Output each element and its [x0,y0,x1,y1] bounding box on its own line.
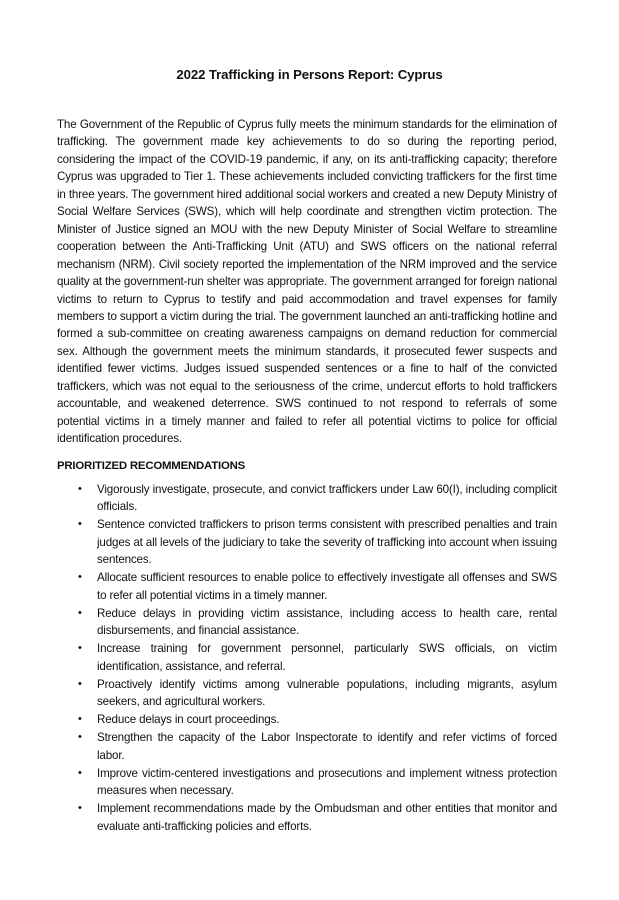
bullet-icon: • [78,571,82,584]
recommendation-text: Strengthen the capacity of the Labor Inspectorate to identify and refer victims of forced labor. [97,731,557,762]
bullet-icon: • [78,731,82,744]
bullet-icon: • [78,677,82,690]
recommendations-list [57,481,557,835]
bullet-icon: • [78,518,82,531]
recommendation-text: Reduce delays in court proceedings. [97,713,280,727]
recommendation-text: Sentence convicted traffickers to prison terms consistent with prescribed penalties and train judges at all levels of the judiciary to take the severity of trafficking into account when issuing sentences. [97,518,557,567]
recommendation-text: Allocate sufficient resources to enable police to effectively investigate all offenses and SWS to refer all potential victims in a timely manner. [97,571,557,602]
bullet-icon: • [78,713,82,726]
recommendation-text: Vigorously investigate, prosecute, and convict traffickers under Law 60(I), including complicit officials. [97,482,557,514]
recommendation-text: Proactively identify victims among vulnerable populations, including migrants, asylum seekers, and agricultural workers. [97,677,557,709]
recommendation-item [57,765,557,800]
document-body [57,116,557,836]
document-title: 2022 Trafficking in Persons Report: Cyprus [176,67,443,82]
recommendation-item [57,569,557,604]
recommendation-text: Improve victim-centered investigations and prosecutions and implement witness protection measures when necessary. [97,766,557,798]
recommendation-item [57,800,557,835]
recommendation-item [57,676,557,711]
recommendation-item [57,516,557,568]
recommendation-text: Increase training for government personnel, particularly SWS officials, on victim identification, assistance, and referral. [97,642,557,673]
recommendation-item [57,729,557,764]
bullet-icon: • [78,802,82,815]
bullet-icon: • [78,482,82,495]
recommendation-item [57,640,557,675]
recommendation-item [57,605,557,640]
bullet-icon: • [78,606,82,619]
recommendation-item [57,481,557,516]
bullet-icon: • [78,642,82,655]
intro-paragraph: The Government of the Republic of Cyprus fully meets the minimum standards for the elimination of trafficking. The government made key achievements to do so during the reporting period, considering the impact of the COVID-19 pandemic, if any, on its anti-trafficking capacity; therefore Cyprus was upgraded to Tier 1. These achievements included convicting traffickers for the first time in three years. The government hired additional social workers and created a new Deputy Ministry of Social Welfare Services (SWS), which will help coordinate and strengthen victim protection. The Minister of Justice signed an MOU with the new Deputy Minister of Social Welfare to streamline cooperation between the Anti-Trafficking Unit (ATU) and SWS officers on the national referral mechanism (NRM). Civil society reported the implementation of the NRM improved and the service quality at the government-run shelter was appropriate. The government arranged for foreign national victims to return to Cyprus to testify and paid accommodation and travel expenses for family members to support a victim during the trial. The government launched an anti-trafficking hotline and formed a sub-committee on creating awareness campaigns on demand reduction for commercial sex. Although the government meets the minimum standards, it prosecuted fewer suspects and identified fewer victims. Judges issued suspended sentences or a fine to half of the convicted traffickers, which was not equal to the seriousness of the crime, undercut efforts to hold traffickers accountable, and weakened deterrence. SWS continued to not respond to referrals of some potential victims in a timely manner and failed to refer all potential victims to police for official identification procedures. [57,118,557,446]
recommendation-item [57,711,557,728]
bullet-icon: • [78,766,82,779]
recommendation-text: Reduce delays in providing victim assistance, including access to health care, rental disbursements, and financial assistance. [97,606,557,638]
recommendation-text: Implement recommendations made by the Ombudsman and other entities that monitor and evaluate anti-trafficking policies and efforts. [97,802,557,833]
recommendations-heading: PRIORITIZED RECOMMENDATIONS [57,459,246,472]
